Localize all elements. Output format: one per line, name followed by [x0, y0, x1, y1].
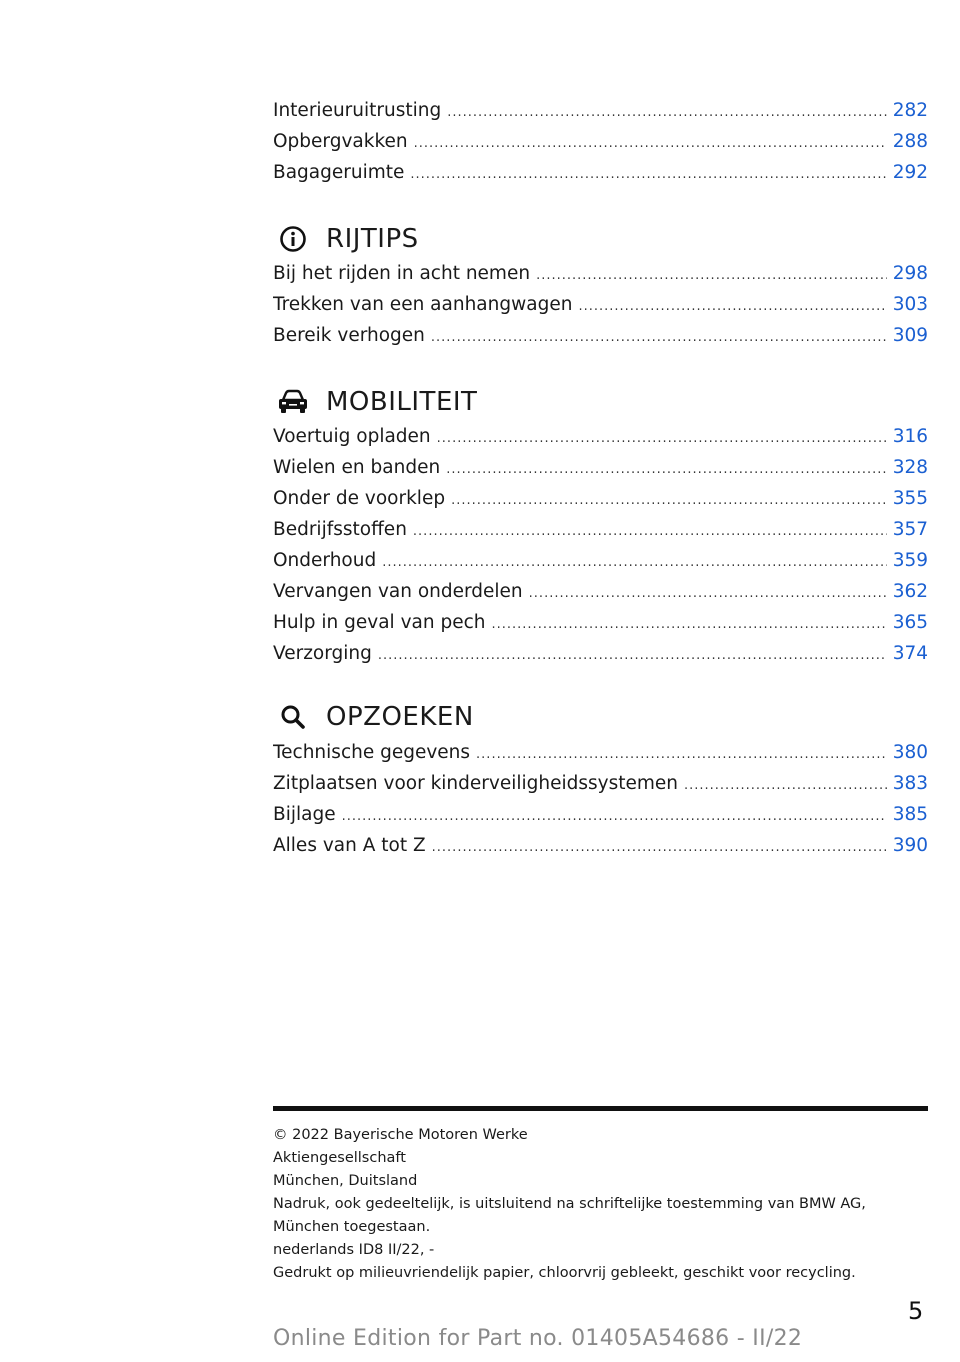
- dot-leader: [578, 299, 886, 314]
- toc-entry[interactable]: [273, 457, 928, 488]
- toc-entry-title[interactable]: Voertuig opladen: [273, 426, 431, 447]
- dot-leader: [529, 586, 887, 601]
- toc-entry-title[interactable]: Bereik verhogen: [273, 325, 425, 346]
- toc-entry-title[interactable]: Bagageruimte: [273, 162, 405, 183]
- section-title: RIJTIPS: [326, 224, 419, 254]
- toc-section-opzoeken: [273, 742, 928, 866]
- dot-leader: [378, 648, 887, 663]
- dot-leader: [342, 809, 887, 824]
- toc-entry-title[interactable]: Bij het rijden in acht nemen: [273, 263, 531, 284]
- toc-entry-title[interactable]: Hulp in geval van pech: [273, 612, 486, 633]
- imprint-line: Gedrukt op milieuvriendelijk papier, chloorvrij gebleekt, geschikt voor recycling.: [273, 1265, 856, 1281]
- toc-entry-page[interactable]: 303: [892, 294, 928, 315]
- toc-entry[interactable]: [273, 612, 928, 643]
- toc-entry-page[interactable]: 355: [892, 488, 928, 509]
- toc-entry[interactable]: [273, 325, 928, 356]
- toc-entry[interactable]: [273, 263, 928, 294]
- toc-entry-page[interactable]: 316: [892, 426, 928, 447]
- toc-entry[interactable]: [273, 488, 928, 519]
- section-title: OPZOEKEN: [326, 702, 474, 732]
- dot-leader: [437, 431, 887, 446]
- toc-entry-title[interactable]: Technische gegevens: [273, 742, 471, 763]
- imprint-line: nederlands ID8 II/22, -: [273, 1242, 435, 1258]
- dot-leader: [382, 555, 886, 570]
- dot-leader: [413, 524, 887, 539]
- toc-entry[interactable]: [273, 804, 928, 835]
- dot-leader: [451, 493, 887, 508]
- toc-entry-title[interactable]: Zitplaatsen voor kinderveiligheidssystemen: [273, 773, 678, 794]
- toc-entry-title[interactable]: Trekken van een aanhangwagen: [273, 294, 573, 315]
- section-header-opzoeken: [273, 697, 474, 737]
- imprint-line: © 2022 Bayerische Motoren Werke: [273, 1127, 528, 1143]
- toc-top-entries: [273, 100, 928, 193]
- toc-entry-title[interactable]: Bedrijfsstoffen: [273, 519, 407, 540]
- toc-entry-title[interactable]: Onder de voorklep: [273, 488, 446, 509]
- toc-entry-page[interactable]: 380: [892, 742, 928, 763]
- toc-entry[interactable]: [273, 426, 928, 457]
- page-number: 5: [908, 1297, 924, 1325]
- toc-entry-page[interactable]: 385: [892, 804, 928, 825]
- toc-entry-page[interactable]: 374: [892, 643, 928, 664]
- toc-entry-page[interactable]: 282: [892, 100, 928, 121]
- toc-entry-title[interactable]: Onderhoud: [273, 550, 377, 571]
- toc-entry[interactable]: [273, 100, 928, 131]
- toc-entry-page[interactable]: 365: [892, 612, 928, 633]
- dot-leader: [536, 268, 887, 283]
- toc-entry-title[interactable]: Verzorging: [273, 643, 372, 664]
- toc-entry[interactable]: [273, 162, 928, 193]
- imprint: [273, 1124, 933, 1285]
- toc-entry[interactable]: [273, 519, 928, 550]
- toc-section-rijtips: [273, 263, 928, 356]
- dot-leader: [432, 840, 887, 855]
- info-circle-icon: [273, 222, 313, 256]
- section-header-rijtips: [273, 219, 419, 259]
- dot-leader: [476, 747, 887, 762]
- toc-section-mobiliteit: [273, 426, 928, 674]
- toc-entry[interactable]: [273, 131, 928, 162]
- toc-entry-page[interactable]: 309: [892, 325, 928, 346]
- toc-entry-title[interactable]: Vervangen van onderdelen: [273, 581, 523, 602]
- toc-entry-page[interactable]: 362: [892, 581, 928, 602]
- dot-leader: [492, 617, 887, 632]
- toc-entry-page[interactable]: 383: [892, 773, 928, 794]
- toc-entry-page[interactable]: 328: [892, 457, 928, 478]
- toc-entry-title[interactable]: Alles van A tot Z: [273, 835, 426, 856]
- toc-entry-page[interactable]: 357: [892, 519, 928, 540]
- imprint-line: München, Duitsland: [273, 1173, 418, 1189]
- watermark: Online Edition for Part no. 01405A54686 - II/22: [273, 1326, 803, 1351]
- toc-entry-page[interactable]: 298: [892, 263, 928, 284]
- toc-entry-page[interactable]: 288: [892, 131, 928, 152]
- toc-entry-page[interactable]: 390: [892, 835, 928, 856]
- imprint-divider: [273, 1106, 928, 1111]
- toc-entry[interactable]: [273, 581, 928, 612]
- toc-entry-title[interactable]: Opbergvakken: [273, 131, 408, 152]
- toc-entry-title[interactable]: Interieuruitrusting: [273, 100, 442, 121]
- toc-entry[interactable]: [273, 294, 928, 325]
- imprint-line: Nadruk, ook gedeeltelijk, is uitsluitend na schriftelijke toestemming van BMW AG,: [273, 1196, 866, 1212]
- toc-entry-title[interactable]: Wielen en banden: [273, 457, 441, 478]
- dot-leader: [446, 462, 887, 477]
- car-icon: [273, 385, 313, 419]
- dot-leader: [447, 105, 886, 120]
- toc-entry[interactable]: [273, 742, 928, 773]
- dot-leader: [414, 136, 887, 151]
- toc-entry-title[interactable]: Bijlage: [273, 804, 336, 825]
- section-header-mobiliteit: [273, 382, 477, 422]
- search-icon: [273, 700, 313, 734]
- toc-entry[interactable]: [273, 550, 928, 581]
- imprint-line: Aktiengesellschaft: [273, 1150, 406, 1166]
- toc-entry[interactable]: [273, 835, 928, 866]
- toc-entry[interactable]: [273, 773, 928, 804]
- section-title: MOBILITEIT: [326, 387, 478, 417]
- toc-entry-page[interactable]: 359: [892, 550, 928, 571]
- toc-entry[interactable]: [273, 643, 928, 674]
- dot-leader: [410, 167, 886, 182]
- dot-leader: [431, 330, 887, 345]
- toc-entry-page[interactable]: 292: [892, 162, 928, 183]
- imprint-line: München toegestaan.: [273, 1219, 431, 1235]
- dot-leader: [684, 778, 887, 793]
